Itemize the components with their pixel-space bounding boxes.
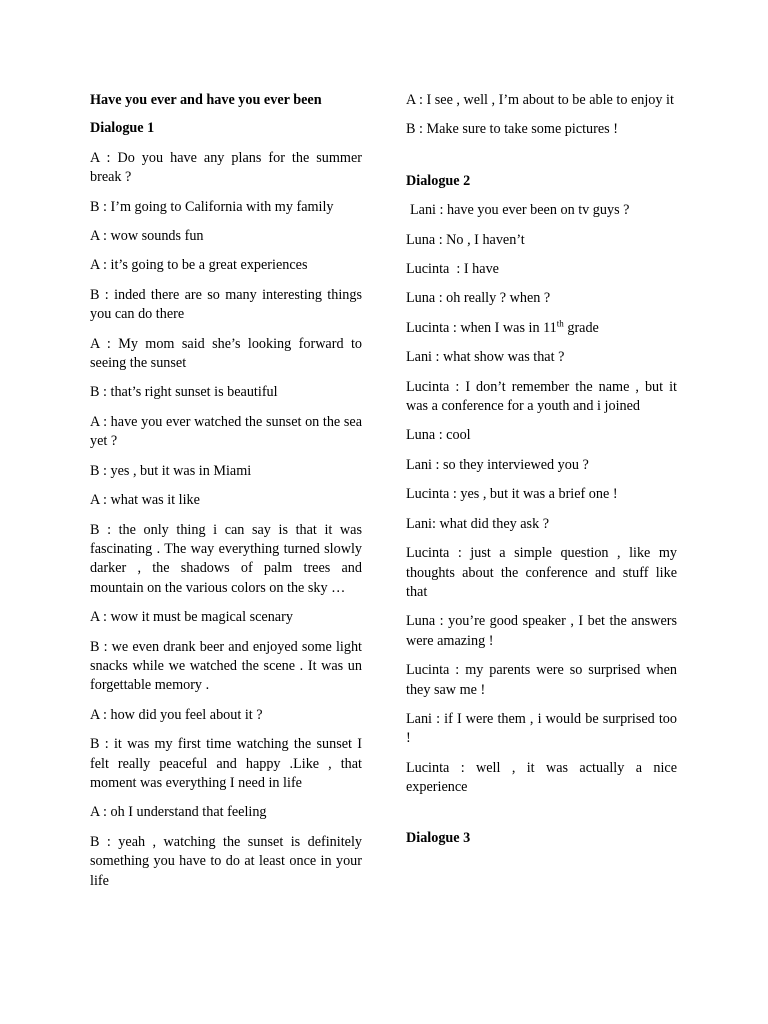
dialogue-line: Lani : what show was that ? [406, 349, 565, 366]
dialogue-line: A : how did you feel about it ? [90, 706, 263, 723]
dialogue-line: B : we even drank beer and enjoyed some light snacks while we watched the scene . It was un forgettable memory . [90, 638, 362, 694]
dialogue-line: Lucinta : well , it was actually a nice experience [406, 759, 677, 796]
dialogue-line: Luna : cool [406, 427, 471, 444]
dialogue-line: B : inded there are so many interesting things you can do there [90, 286, 362, 323]
grade-line-prefix: Lucinta : when I was in 11 [406, 319, 557, 336]
dialogue-line: A : wow sounds fun [90, 228, 204, 245]
dialogue-3-heading: Dialogue 3 [406, 829, 471, 846]
left-column [90, 91, 362, 901]
dialogue-line: Lani: what did they ask ? [406, 515, 550, 532]
grade-line-rest: grade [563, 319, 599, 336]
dialogue-line-grade [406, 319, 677, 338]
dialogue-line: Lucinta : just a simple question , like my thoughts about the conference and stuff like that [406, 545, 677, 600]
dialogue-line: Lani : if I were them , i would be surprised too ! [406, 710, 677, 747]
dialogue-line: Lani : have you ever been on tv guys ? [410, 202, 630, 219]
dialogue-line: A : wow it must be magical scenary [90, 609, 293, 626]
ordinal-suffix: th [556, 318, 564, 329]
dialogue-line: B : it was my first time watching the sunset I felt really peaceful and happy .Like , that moment was everything I need in life [90, 736, 362, 791]
dialogue-line: A : oh I understand that feeling [90, 804, 267, 821]
dialogue-line: Lucinta : yes , but it was a brief one ! [406, 486, 618, 503]
dialogue-line: A : I see , well , I’m about to be able to enjoy it [406, 92, 674, 108]
dialogue-line: B : Make sure to take some pictures ! [406, 121, 618, 138]
dialogue-line: Luna : oh really ? when ? [406, 290, 551, 307]
dialogue-line: A : it’s going to be a great experiences [90, 257, 308, 274]
document-title: Have you ever and have you ever been [90, 92, 322, 108]
dialogue-line: A : My mom said she’s looking forward to seeing the sunset [90, 335, 362, 372]
dialogue-line: B : yes , but it was in Miami [90, 462, 252, 479]
dialogue-line: B : that’s right sunset is beautiful [90, 384, 278, 401]
dialogue-line: B : yeah , watching the sunset is definitely something you have to do at least once in your life [90, 833, 362, 889]
dialogue-line: A : have you ever watched the sunset on the sea yet ? [90, 413, 362, 450]
dialogue-line: Lucinta : I don’t remember the name , but it was a conference for a youth and i joined [406, 378, 677, 415]
dialogue-line: B : I’m going to California with my family [90, 198, 334, 215]
dialogue-line: A : Do you have any plans for the summer break ? [90, 149, 362, 186]
dialogue-line: Lucinta : my parents were so surprised when they saw me ! [406, 662, 677, 698]
right-column [406, 91, 677, 858]
dialogue-line: B : the only thing i can say is that it was fascinating . The way everything turned slowly darker , the shadows of palm trees and mountain on the various colors on the sky … [90, 521, 362, 596]
dialogue-1-heading: Dialogue 1 [90, 120, 155, 137]
dialogue-line: A : what was it like [90, 492, 200, 509]
dialogue-line: Luna : No , I haven’t [406, 231, 525, 248]
dialogue-line: Lucinta : I have [406, 261, 499, 278]
dialogue-line: Luna : you’re good speaker , I bet the answers were amazing ! [406, 613, 677, 649]
dialogue-line: Lani : so they interviewed you ? [406, 456, 589, 473]
dialogue-2-heading: Dialogue 2 [406, 172, 471, 189]
